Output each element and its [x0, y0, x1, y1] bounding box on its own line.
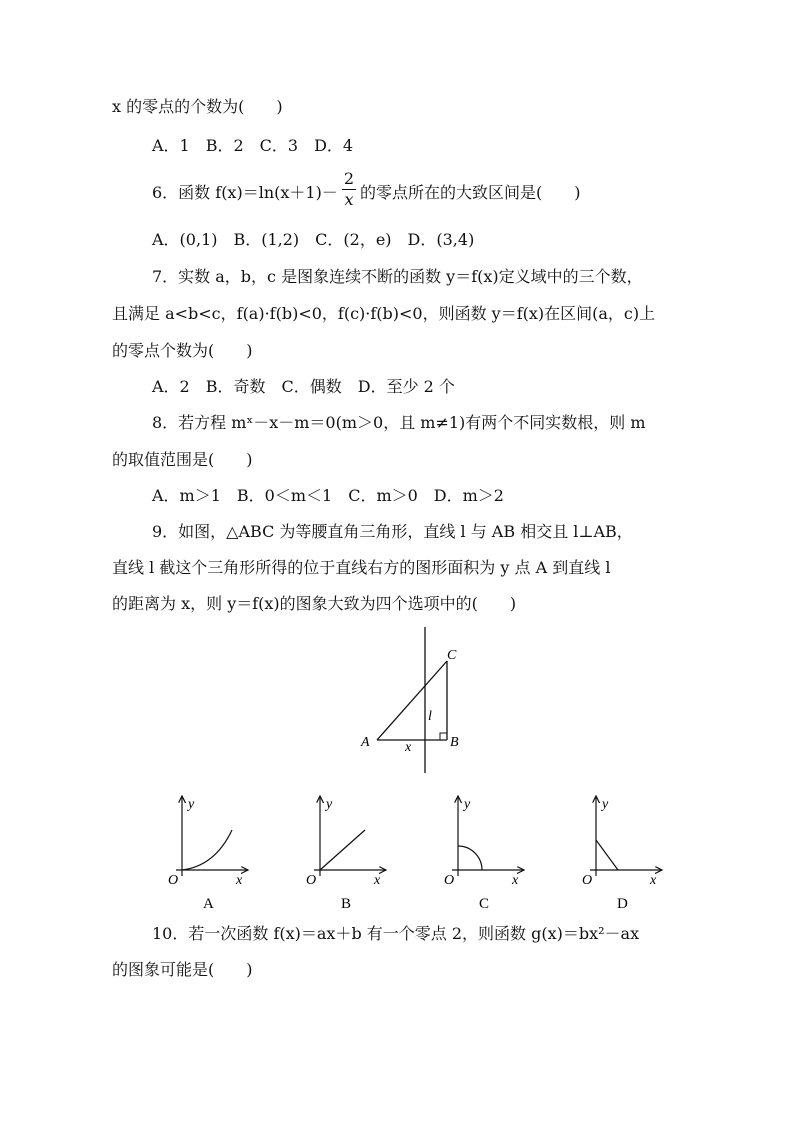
text-line-content: A．2 B．奇数 C．偶数 D．至少 2 个 — [152, 377, 455, 396]
function-curve — [596, 840, 618, 870]
text-line-content: A．m＞1 B．0＜m＜1 C．m＞0 D．m＞2 — [152, 486, 504, 505]
text-line-content: 的零点个数为( ) — [112, 341, 253, 360]
x-axis-label: x — [374, 873, 381, 888]
text-line-content: 9．如图，△ABC 为等腰直角三角形，直线 l 与 AB 相交且 l⊥AB， — [152, 522, 633, 541]
function-curve — [320, 830, 365, 870]
option-graphs — [160, 788, 680, 918]
text-line-content: 的图象可能是( ) — [112, 960, 253, 979]
option-graph-a — [168, 796, 248, 912]
triangle-figure — [355, 625, 475, 775]
option-graph-c — [444, 796, 524, 912]
x-axis-label: x — [512, 873, 519, 888]
text-line-content: x 的零点的个数为( ) — [112, 97, 283, 116]
text-line-content: A．(0,1) B．(1,2) C．(2，e) D．(3,4) — [152, 230, 475, 249]
text-line-content: 10．若一次函数 f(x)＝ax＋b 有一个零点 2，则函数 g(x)＝bx²－ax — [152, 924, 640, 943]
function-curve — [182, 830, 232, 870]
option-letter: C — [479, 896, 490, 912]
label-a: A — [361, 735, 370, 750]
origin-label: O — [306, 873, 317, 888]
x-axis-label: x — [650, 873, 657, 888]
origin-label: O — [582, 873, 593, 888]
origin-label: O — [444, 873, 455, 888]
text-line-content: 7．实数 a，b，c 是图象连续不断的函数 y＝f(x)定义域中的三个数， — [152, 267, 643, 286]
label-x: x — [405, 740, 412, 755]
side-ac — [377, 661, 447, 740]
text-line-content: 直线 l 截这个三角形所得的位于直线右方的图形面积为 y 点 A 到直线 l — [112, 558, 611, 577]
fraction-denominator: x — [344, 190, 354, 209]
option-graph-d — [582, 796, 662, 912]
y-axis-label: y — [326, 797, 333, 812]
function-curve — [458, 846, 482, 870]
label-c: C — [447, 648, 457, 663]
origin-label: O — [168, 873, 179, 888]
fraction-numerator: 2 — [343, 169, 355, 188]
y-axis-label: y — [602, 797, 609, 812]
label-b: B — [450, 735, 459, 750]
text-line-content: 6．函数 f(x)＝ln(x＋1)－ — [152, 183, 338, 202]
text-line-content: 的距离为 x，则 y＝f(x)的图象大致为四个选项中的( ) — [112, 594, 517, 613]
option-letter: B — [341, 896, 352, 912]
x-axis-label: x — [236, 873, 243, 888]
text-line-content: 8．若方程 mˣ－x－m＝0(m＞0，且 m≠1)有两个不同实数根，则 m — [152, 413, 646, 432]
y-axis-label: y — [464, 797, 471, 812]
text-line-content: 的零点所在的大致区间是( ) — [360, 183, 581, 202]
text-line-content: 的取值范围是( ) — [112, 450, 253, 469]
right-angle-mark — [440, 733, 447, 740]
label-l: l — [428, 709, 432, 724]
text-line-content: 且满足 a<b<c，f(a)·f(b)<0，f(c)·f(b)<0，则函数 y＝f(x)在区间(a，c)上 — [112, 304, 656, 323]
fraction-2-over-x — [342, 170, 356, 209]
option-letter: D — [617, 896, 628, 912]
y-axis-label: y — [188, 797, 195, 812]
text-line-content: A．1 B．2 C．3 D．4 — [152, 136, 354, 155]
option-letter: A — [203, 896, 214, 912]
option-graph-b — [306, 796, 386, 912]
